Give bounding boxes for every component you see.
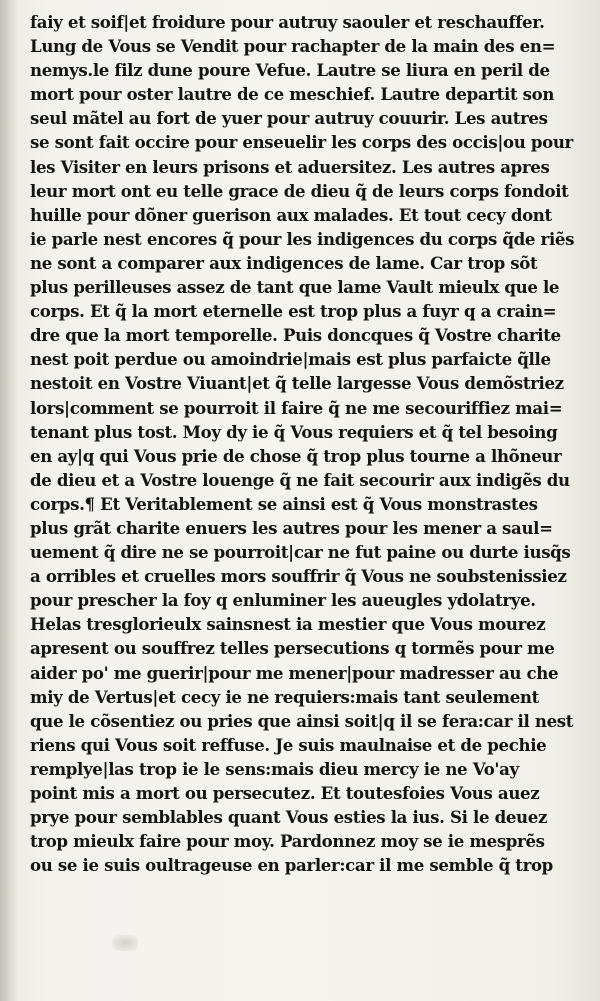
text-line: apresent ou souffrez telles persecutions q tormẽs pour me	[30, 638, 555, 659]
gutter-shadow	[0, 0, 18, 1001]
text-line: pour prescher la foy q enluminer les aueugles ydolatrye.	[30, 590, 536, 611]
text-line: plus grãt charite enuers les autres pour les mener a saul=	[30, 517, 553, 538]
text-line: les Visiter en leurs prisons et aduersitez. Les autres apres	[30, 156, 550, 177]
text-line: riens qui Vous soit reffuse. Je suis maulnaise et de pechie	[30, 734, 547, 755]
text-line: Helas tresglorieulx sainsnest ia mestier que Vous mourez	[30, 614, 546, 635]
text-line: de dieu et a Vostre louenge q̃ ne fait secourir aux indigẽs du	[30, 469, 570, 490]
text-line: faiy et soif|et froidure pour autruy saouler et reschauffer.	[30, 12, 545, 32]
text-line: ie parle nest encores q̃ pour les indigences du corps q̃de riẽs	[30, 228, 575, 249]
text-line: lors|comment se pourroit il faire q̃ ne me secouriffiez mai=	[30, 397, 563, 418]
text-line: seul mãtel au fort de yuer pour autruy couurir. Les autres	[30, 108, 548, 129]
text-line: corps.¶ Et Veritablement se ainsi est q̃ Vous monstrastes	[30, 493, 538, 514]
blackletter-text-block	[30, 10, 575, 877]
text-line: se sont fait occire pour enseuelir les corps des occis|ou pour	[30, 132, 573, 153]
text-line: Lung de Vous se Vendit pour rachapter de la main des en=	[30, 36, 556, 57]
text-line: en ay|q qui Vous prie de chose q̃ trop plus tourne a lhõneur	[30, 445, 562, 466]
text-line: leur mort ont eu telle grace de dieu q̃ de leurs corps fondoit	[30, 180, 569, 201]
text-line: nest poit perdue ou amoindrie|mais est plus parfaicte q̃lle	[30, 349, 551, 370]
text-line: ne sont a comparer aux indigences de lame. Car trop sõt	[30, 252, 538, 273]
text-line: nemys.le filz dune poure Vefue. Lautre se liura en peril de	[30, 60, 550, 81]
text-line: uement q̃ dire ne se pourroit|car ne fut paine ou durte iusq̃s	[30, 542, 571, 563]
text-line: dre que la mort temporelle. Puis doncques q̃ Vostre charite	[30, 325, 561, 346]
text-line: nestoit en Vostre Viuant|et q̃ telle largesse Vous demõstriez	[30, 373, 564, 394]
text-line: aider po' me guerir|pour me mener|pour madresser au che	[30, 662, 559, 683]
text-line: prye pour semblables quant Vous esties la ius. Si le deuez	[30, 807, 548, 828]
text-line: mort pour oster lautre de ce meschief. Lautre departit son	[30, 84, 555, 105]
text-line: a orribles et cruelles mors souffrir q̃ Vous ne soubstenissiez	[30, 566, 567, 587]
text-line: miy de Vertus|et cecy ie ne requiers:mais tant seulement	[30, 686, 539, 707]
text-line: ou se ie suis oultrageuse en parler:car il me semble q̃ trop	[30, 855, 553, 876]
text-line: huille pour dõner guerison aux malades. Et tout cecy dont	[30, 204, 552, 225]
text-line: point mis a mort ou persecutez. Et toutesfoies Vous auez	[30, 783, 540, 803]
text-line: trop mieulx faire pour moy. Pardonnez moy se ie mesprẽs	[30, 831, 545, 852]
ink-bleed-mark	[112, 935, 138, 951]
text-line: plus perilleuses assez de tant que lame Vault mieulx que le	[30, 277, 560, 298]
text-line: que le cõsentiez ou pries que ainsi soit|q il se fera:car il nest	[30, 710, 574, 731]
text-line: tenant plus tost. Moy dy ie q̃ Vous requiers et q̃ tel besoing	[30, 421, 558, 442]
text-line: corps. Et q̃ la mort eternelle est trop plus a fuyr q a crain=	[30, 301, 557, 322]
text-line: remplye|las trop ie le sens:mais dieu mercy ie ne Vo'ay	[30, 758, 519, 779]
